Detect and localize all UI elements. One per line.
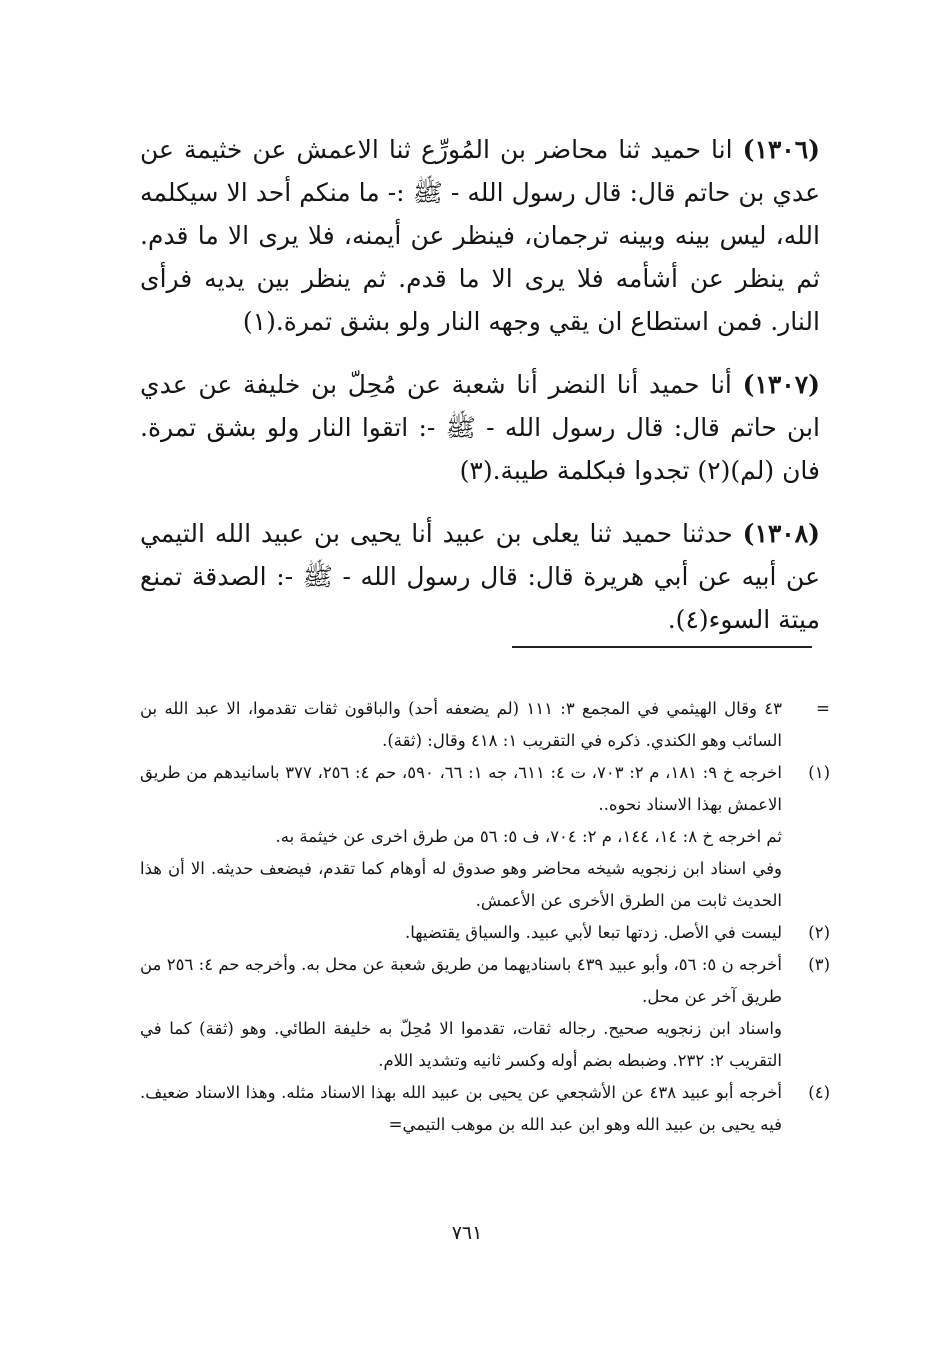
page-number: ٧٦١ xyxy=(451,1222,483,1244)
footnote-3 xyxy=(140,949,830,1077)
footnote-2 xyxy=(140,917,830,949)
hadith-text: انا حميد ثنا محاضر بن المُورِّع ثنا الاعمش عن خثيمة عن عدي بن حاتم قال: قال رسول الله - ﷺ :- ما منكم أحد الا سيكلمه الله، ليس بينه وبينه ترجمان، فينظر عن أيمنه، فلا يرى الا ما قدم. ثم ينظر عن أشأمه فلا يرى الا ما قدم. ثم ينظر بين يديه فرأى النار. فمن استطاع ان يقي وجهه النار ولو بشق تمرة.(١) xyxy=(140,135,820,336)
footnote-body xyxy=(140,757,782,917)
footnote-4 xyxy=(140,1077,830,1141)
footnote-marker: (٢) xyxy=(808,923,830,942)
footnote-paragraph: ليست في الأصل. زدتها تبعا لأبي عبيد. والسياق يقتضيها. xyxy=(404,923,782,942)
footnote-body xyxy=(140,693,782,757)
footnote-1 xyxy=(140,757,830,917)
footnote-marker: = xyxy=(816,699,830,718)
footnote-paragraph: وفي اسناد ابن زنجويه شيخه محاضر وهو صدوق له أوهام كما تقدم، فيضعف حديثه. الا أن هذا الحديث ثابت من الطرق الأخرى عن الأعمش. xyxy=(140,859,782,910)
footnotes xyxy=(140,693,830,1141)
hadith-number: (١٣٠٧) xyxy=(742,370,820,399)
footnote-continuation xyxy=(140,693,830,757)
footnote-paragraph: أخرجه أبو عبيد ٤٣٨ عن الأشجعي عن يحيى بن عبيد الله بهذا الاسناد مثله. وهذا الاسناد ضعيف. فيه يحيى بن عبيد الله وهو ابن عبد الله بن موهب التيمي= xyxy=(140,1083,782,1134)
main-text xyxy=(140,128,820,661)
footnote-divider xyxy=(512,646,812,648)
hadith-number: (١٣٠٦) xyxy=(742,135,820,164)
footnote-paragraph: ٤٣ وقال الهيثمي في المجمع ٣: ١١١ (لم يضعفه أحد) والباقون ثقات تقدموا، الا عبد الله بن السائب وهو الكندي. ذكره في التقريب ١: ٤١٨ وقال: (ثقة). xyxy=(140,699,782,750)
footnote-paragraph: ثم اخرجه خ ٨: ١٤، ١٤٤، م ٢: ٧٠٤، ف ٥: ٥٦ من طرق اخرى عن خيثمة به. xyxy=(275,827,782,846)
hadith-number: (١٣٠٨) xyxy=(742,519,820,548)
footnote-body xyxy=(140,917,782,949)
footnote-paragraph: أخرجه ن ٥: ٥٦، وأبو عبيد ٤٣٩ باسناديهما من طريق شعبة عن محل به. وأخرجه حم ٤: ٢٥٦ من طريق آخر عن محل. xyxy=(140,955,782,1006)
footnote-marker: (٣) xyxy=(808,955,830,974)
hadith-1307 xyxy=(140,363,820,492)
hadith-1306 xyxy=(140,128,820,343)
hadith-1308 xyxy=(140,512,820,641)
footnote-paragraph: اخرجه خ ٩: ١٨١، م ٢: ٧٠٣، ت ٤: ٦١١، جه ١: ٦٦، ٥٩٠، حم ٤: ٢٥٦، ٣٧٧ باسانيدهم من طريق الاعمش بهذا الاسناد نحوه.. xyxy=(140,763,782,814)
footnote-body xyxy=(140,949,782,1077)
footnote-body xyxy=(140,1077,782,1141)
footnote-marker: (٤) xyxy=(808,1083,830,1102)
hadith-text: حدثنا حميد ثنا يعلى بن عبيد أنا يحيى بن عبيد الله التيمي عن أبيه عن أبي هريرة قال: قال رسول الله - ﷺ -: الصدقة تمنع ميتة السوء(٤). xyxy=(140,519,820,634)
footnote-paragraph: واسناد ابن زنجويه صحيح. رجاله ثقات، تقدموا الا مُحِلّ به خليفة الطائي. وهو (ثقة) كما في التقريب ٢: ٢٣٢. وضبطه بضم أوله وكسر ثانيه وتشديد اللام. xyxy=(140,1019,782,1070)
footnote-marker: (١) xyxy=(808,763,830,782)
hadith-text: أنا حميد أنا النضر أنا شعبة عن مُحِلّ بن خليفة عن عدي ابن حاتم قال: قال رسول الله - ﷺ -: اتقوا النار ولو بشق تمرة. فان (لم)(٢) تجدوا فبكلمة طيبة.(٣) xyxy=(140,370,820,485)
